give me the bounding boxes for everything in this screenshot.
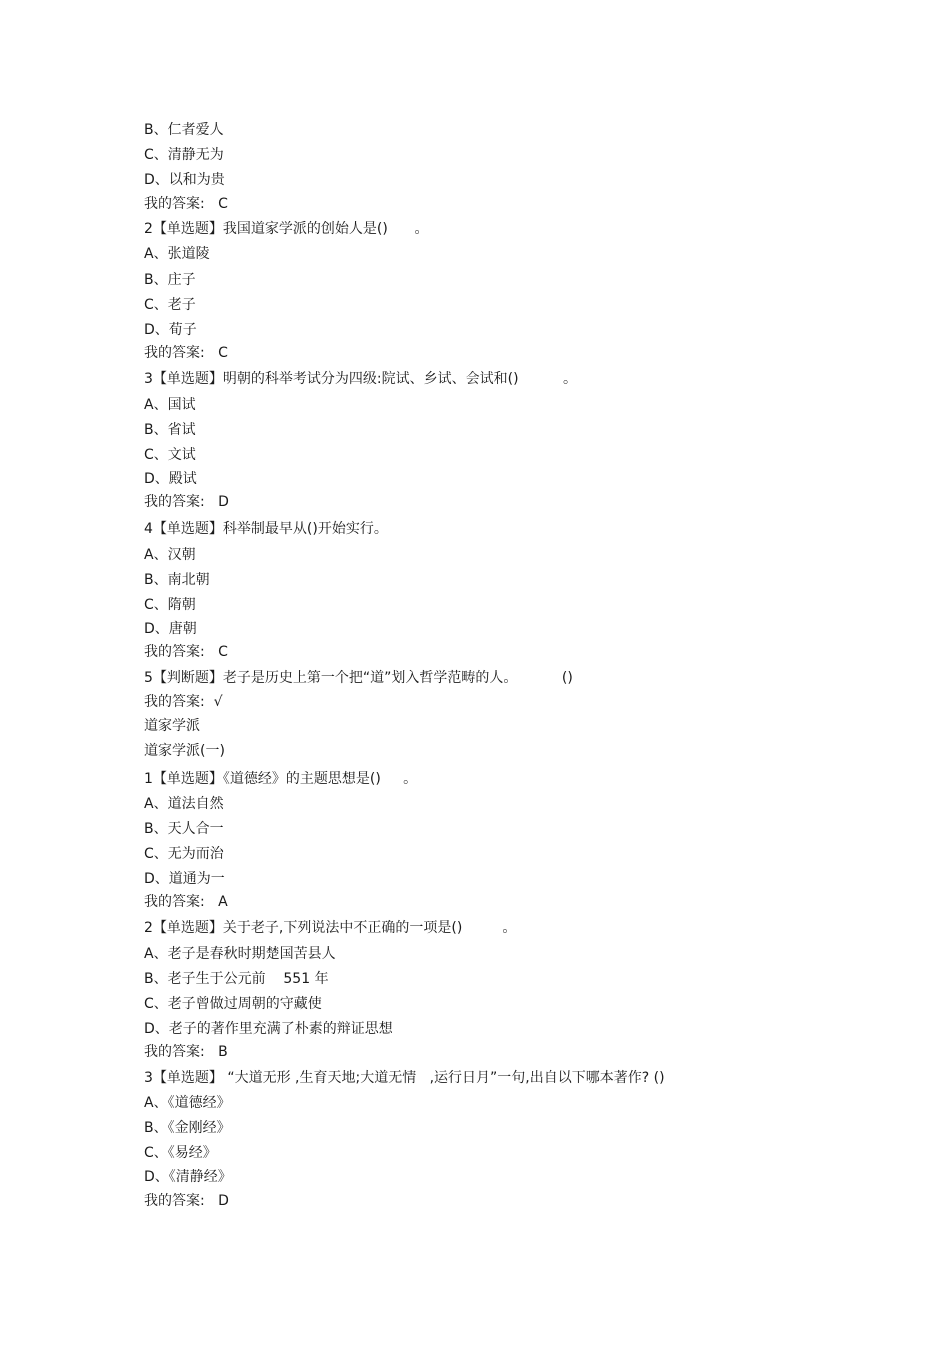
option-c: C、老子 — [144, 297, 196, 313]
option-b: B、南北朝 — [144, 572, 210, 588]
my-answer: 我的答案: C — [144, 196, 228, 212]
option-a: A、道法自然 — [144, 796, 224, 812]
question-text: 2【单选题】我国道家学派的创始人是() 。 — [144, 221, 429, 237]
question-text: 5【判断题】老子是历史上第一个把“道”划入哲学范畴的人。 () — [144, 670, 573, 686]
option-d: D、唐朝 — [144, 621, 197, 637]
option-c: C、隋朝 — [144, 597, 196, 613]
option-c: C、清静无为 — [144, 147, 224, 163]
option-c: C、《易经》 — [144, 1145, 217, 1161]
option-b: B、《金刚经》 — [144, 1120, 231, 1136]
option-a: A、汉朝 — [144, 547, 196, 563]
option-d: D、以和为贵 — [144, 172, 225, 188]
option-a: A、国试 — [144, 397, 196, 413]
question-text: 3【单选题】明朝的科举考试分为四级:院试、乡试、会试和() 。 — [144, 371, 578, 387]
subsection-heading: 道家学派(一) — [144, 743, 225, 759]
option-a: A、张道陵 — [144, 246, 210, 262]
my-answer: 我的答案: C — [144, 644, 228, 660]
my-answer: 我的答案: A — [144, 894, 228, 910]
question-text: 4【单选题】科举制最早从()开始实行。 — [144, 521, 388, 537]
my-answer: 我的答案: C — [144, 345, 228, 361]
option-b: B、天人合一 — [144, 821, 224, 837]
option-b: B、仁者爱人 — [144, 122, 224, 138]
my-answer: 我的答案: D — [144, 494, 229, 510]
question-text: 2【单选题】关于老子,下列说法中不正确的一项是() 。 — [144, 920, 517, 936]
my-answer: 我的答案: √ — [144, 694, 223, 710]
option-b: B、庄子 — [144, 272, 196, 288]
option-c: C、老子曾做过周朝的守藏使 — [144, 996, 322, 1012]
option-a: A、《道德经》 — [144, 1095, 231, 1111]
option-d: D、《清静经》 — [144, 1169, 232, 1185]
option-d: D、道通为一 — [144, 871, 225, 887]
option-c: C、文试 — [144, 447, 196, 463]
my-answer: 我的答案: B — [144, 1044, 228, 1060]
option-b: B、省试 — [144, 422, 196, 438]
question-text: 1【单选题】《道德经》的主题思想是() 。 — [144, 771, 418, 787]
my-answer: 我的答案: D — [144, 1193, 229, 1209]
option-d: D、殿试 — [144, 471, 197, 487]
option-c: C、无为而治 — [144, 846, 224, 862]
section-heading: 道家学派 — [144, 718, 200, 734]
option-b: B、老子生于公元前 551 年 — [144, 971, 329, 987]
option-d: D、老子的著作里充满了朴素的辩证思想 — [144, 1021, 393, 1037]
option-a: A、老子是春秋时期楚国苦县人 — [144, 946, 336, 962]
option-d: D、荀子 — [144, 322, 197, 338]
question-text: 3【单选题】 “大道无形 ,生育天地;大道无情 ,运行日月”一句,出自以下哪本著作? () — [144, 1070, 665, 1086]
